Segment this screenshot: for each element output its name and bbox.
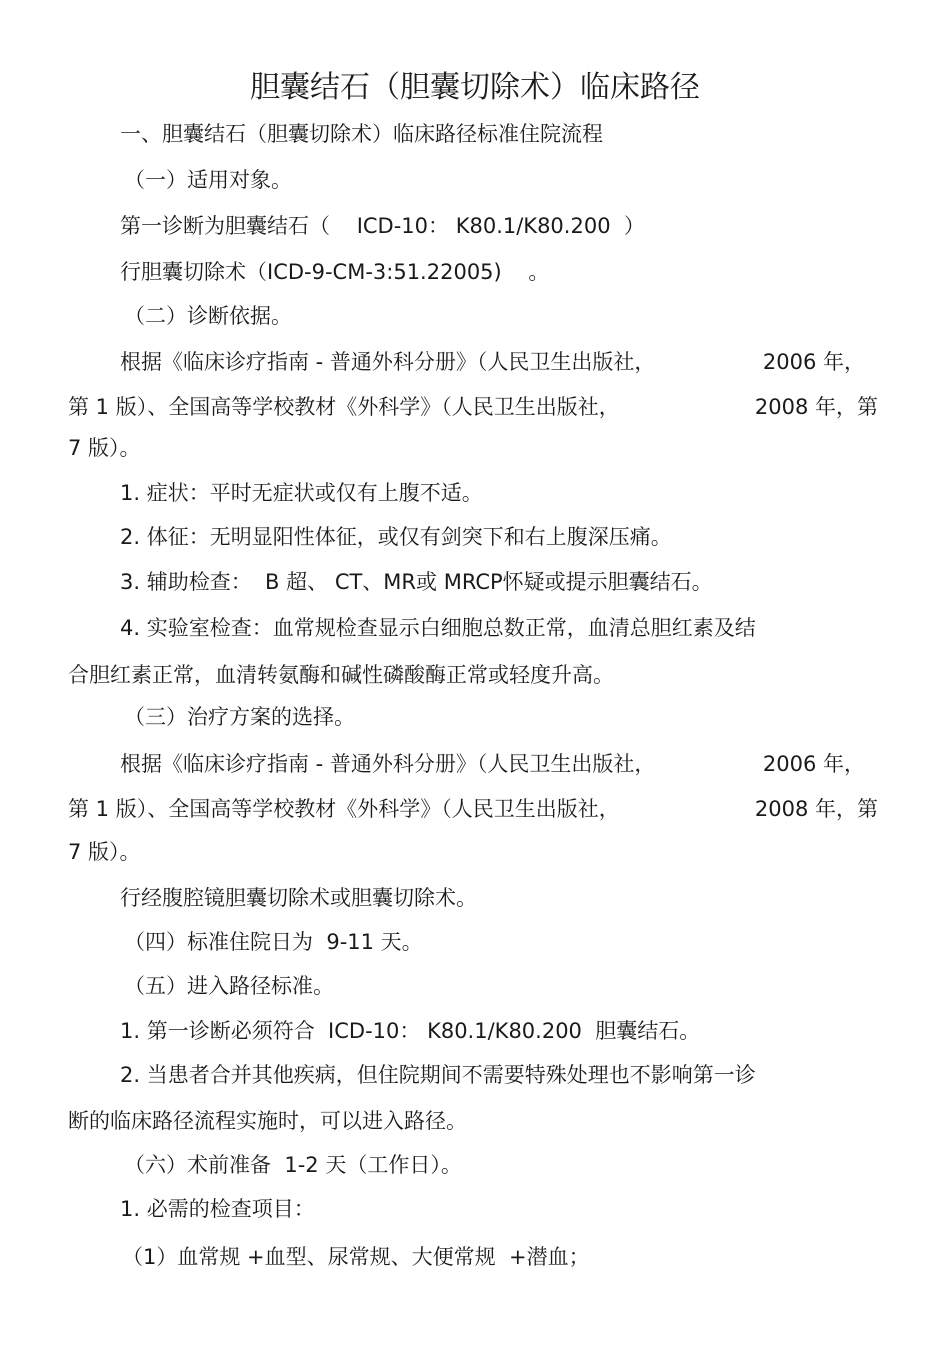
section-5-item-1: 1. 第一诊断必须符合 ICD-10： K80.1/K80.200 胆囊结石。 — [120, 1019, 701, 1043]
section-2-item-2: 2. 体征：无明显阳性体征，或仅有剑突下和右上腹深压痛。 — [120, 525, 672, 549]
document-title: 胆囊结石（胆囊切除术）临床路径 — [250, 70, 700, 105]
section-2-item-3: 3. 辅助检查： B 超、 CT、MR或 MRCP怀疑或提示胆囊结石。 — [120, 570, 713, 594]
section-3-paragraph-line-2 — [68, 795, 878, 823]
section-2-paragraph-line-2 — [68, 393, 878, 421]
section-3-heading: （三）治疗方案的选择。 — [124, 705, 355, 729]
section-5-item-2-line-2: 断的临床路径流程实施时，可以进入路径。 — [68, 1109, 467, 1133]
section-6-heading: （六）术前准备 1-2 天（工作日）。 — [124, 1153, 462, 1177]
paragraph-text: 根据《临床诊疗指南 - 普通外科分册》（人民卫生出版社， — [120, 752, 656, 776]
section-2-paragraph-line-3: 7 版）。 — [68, 436, 141, 460]
section-2-item-4-line-2: 合胆红素正常，血清转氨酶和碱性磷酸酶正常或轻度升高。 — [68, 663, 614, 687]
section-1-diagnosis: 第一诊断为胆囊结石（ ICD-10： K80.1/K80.200 ） — [120, 214, 645, 238]
section-6-item-1: 1. 必需的检查项目： — [120, 1197, 315, 1221]
paragraph-text: 2008 年，第 — [754, 395, 878, 419]
section-1-procedure: 行胆囊切除术（ICD-9-CM-3:51.22005) 。 — [120, 260, 550, 284]
section-5-heading: （五）进入路径标准。 — [124, 974, 334, 998]
paragraph-text: 2006 年， — [762, 350, 865, 374]
heading-1: 一、胆囊结石（胆囊切除术）临床路径标准住院流程 — [120, 122, 603, 146]
section-3-paragraph-line-1 — [120, 750, 865, 778]
paragraph-text: 2008 年，第 — [754, 797, 878, 821]
section-3-paragraph-line-3: 7 版）。 — [68, 840, 141, 864]
paragraph-text: 2006 年， — [762, 752, 865, 776]
section-1-heading: （一）适用对象。 — [124, 168, 292, 192]
section-2-item-1: 1. 症状：平时无症状或仅有上腹不适。 — [120, 481, 483, 505]
section-3-treatment: 行经腹腔镜胆囊切除术或胆囊切除术。 — [120, 886, 477, 910]
paragraph-text: 第 1 版）、全国高等学校教材《外科学》（人民卫生出版社， — [68, 797, 620, 821]
section-2-paragraph-line-1 — [120, 348, 865, 376]
section-2-heading: （二）诊断依据。 — [124, 304, 292, 328]
section-6-subitem-1: （1）血常规 +血型、尿常规、大便常规 +潜血； — [122, 1245, 590, 1269]
paragraph-text: 根据《临床诊疗指南 - 普通外科分册》（人民卫生出版社， — [120, 350, 656, 374]
section-5-item-2-line-1: 2. 当患者合并其他疾病，但住院期间不需要特殊处理也不影响第一诊 — [120, 1063, 756, 1087]
section-2-item-4-line-1: 4. 实验室检查：血常规检查显示白细胞总数正常，血清总胆红素及结 — [120, 616, 756, 640]
paragraph-text: 第 1 版）、全国高等学校教材《外科学》（人民卫生出版社， — [68, 395, 620, 419]
section-4-heading: （四）标准住院日为 9-11 天。 — [124, 930, 423, 954]
